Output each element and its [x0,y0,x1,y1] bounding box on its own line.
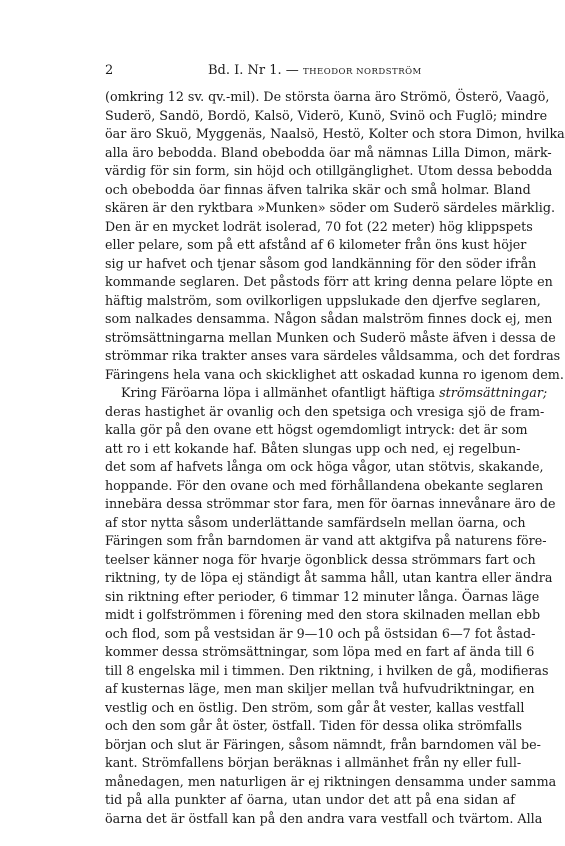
text-line-content: af kusternas läge, men man skiljer mellan två hufvudriktningar, en [105,681,535,696]
text-line-content: Suderö, Sandö, Bordö, Kalsö, Viderö, Kunö, Svinö och Fuglö; mindre [105,107,548,123]
running-head-title [208,60,422,83]
text-line [105,699,525,718]
text-line [105,662,549,681]
text-line [105,606,541,625]
text-line [105,162,553,181]
text-line-content: och flod, som på vestsidan är 9—10 och på östsidan 6—7 fot åstad- [105,625,536,641]
text-line [105,125,565,144]
text-line [105,680,535,699]
text-line-content: häftig malström, som ovilkorligen uppslukade den djerfve seglaren, [105,292,541,308]
volume-issue: Bd. I. Nr 1. — [208,63,303,78]
page-number: 2 [105,63,114,78]
text-line [105,366,564,385]
italic-term: strömsättningar; [439,385,548,400]
text-line-content: öarna det är östfall kan på den andra vara vestfall och tvärtom. Alla [105,810,543,826]
running-head [105,60,515,82]
text-line [105,421,528,440]
text-line-content: strömmar rika trakter anses vara särdeles våldsamma, och det fordras [105,348,561,363]
text-line [105,458,544,477]
body-text [105,88,565,828]
text-line-content: deras hastighet är ovanlig och den spetsiga och vresiga sjö de fram- [105,403,545,419]
text-line [105,773,557,792]
text-line-content: alla äro bebodda. Bland obebodda öar må nämnas Lilla Dimon, märk- [105,144,552,160]
text-line [105,588,540,607]
author-name: THEODOR NORDSTRÖM [302,67,422,77]
text-line-content: skären är den ryktbara »Munken» söder om Suderö särdeles märklig. [105,200,555,215]
text-line [105,643,535,662]
text-line-content: (omkring 12 sv. qv.-mil). De största öarna äro Strömö, Österö, Vaagö, [105,89,550,104]
text-line [105,384,548,403]
text-line-content: öar äro Skuö, Myggenäs, Naalsö, Hestö, Kolter och stora Dimon, hvilka [105,126,565,141]
text-line-content: kommande seglaren. Det påstods förr att kring denna pelare löpte en [105,274,553,289]
text-line [105,551,536,570]
text-line-content: kommer dessa strömsättningar, som löpa med en fart af ända till 6 [105,644,535,659]
text-line [105,255,537,274]
text-line [105,403,545,422]
text-line [105,181,531,200]
text-line [105,495,556,514]
text-line-content: Färingen som från barndomen är vand att aktgifva på naturens före- [105,533,547,548]
text-line-content: sig ur hafvet och tjenar såsom god landkänning för den söder ifrån [105,255,537,271]
text-line-content: eller pelare, som på ett afstånd af 6 kilometer från öns kust höjer [105,237,527,252]
text-line [105,717,522,736]
text-line [105,236,527,255]
text-line [105,218,533,237]
text-line [105,273,553,292]
text-line [105,329,556,348]
text-line [105,310,553,329]
text-line-content: och den som går åt öster, östfall. Tiden för dessa olika strömfalls [105,718,522,733]
text-line-content: att ro i ett kokande haf. Båten slungas upp och ned, ej regelbun- [105,440,521,456]
text-line-content: Den är en mycket lodrät isolerad, 70 fot (22 meter) hög klippspets [105,218,533,234]
text-line [105,810,543,829]
text-line-content: början och slut är Färingen, såsom nämndt, från barndomen väl be- [105,736,541,752]
text-line-content: teelser känner noga för hvarje ögonblick dessa strömmars fart och [105,551,536,567]
text-line-content: midt i golfströmmen i förening med den stora skilnaden mellan ebb [105,607,541,622]
text-line-content: månedagen, men naturligen är ej riktningen densamma under samma [105,773,557,789]
text-line-content: Färingens hela vana och skicklighet att oskadad kunna ro igenom dem. [105,366,564,382]
text-line-content: till 8 engelska mil i timmen. Den riktning, i hvilken de gå, modifieras [105,662,549,678]
text-line-content: sin riktning efter perioder, 6 timmar 12 minuter långa. Öarnas läge [105,588,540,604]
text-line [105,625,536,644]
text-line [105,347,561,366]
text-line [105,477,544,496]
text-line [105,88,550,107]
text-line [105,144,552,163]
text-line [105,736,541,755]
page [105,60,565,828]
text-line-content: värdig för sin form, sin höjd och otillgänglighet. Utom dessa bebodda [105,163,553,178]
text-line-content: det som af hafvets långa om ock höga vågor, utan stötvis, skakande, [105,459,544,474]
text-line-content: riktning, ty de löpa ej ständigt åt samma håll, utan kantra eller ändra [105,570,553,585]
text-line [105,292,541,311]
text-line [105,514,526,533]
text-line [105,754,522,773]
text-line [105,107,548,126]
text-line-content: och obebodda öar finnas äfven talrika skär och små holmar. Bland [105,181,531,197]
text-line-content: tid på alla punkter af öarna, utan undor det att på ena sidan af [105,792,515,807]
text-line [105,569,553,588]
text-line-content: som nalkades densamma. Någon sådan malström finnes dock ej, men [105,311,553,326]
text-line-content: vestlig och en östlig. Den ström, som går åt vester, kallas vestfall [105,699,525,715]
text-line [105,532,547,551]
text-line-content: kant. Strömfallens början beräknas i allmänhet från ny eller full- [105,755,522,770]
text-line-content: af stor nytta såsom underlättande samfärdseln mellan öarna, och [105,514,526,530]
text-line-content: innebära dessa strömmar stor fara, men för öarnas innevånare äro de [105,496,556,511]
text-line-content: hoppande. För den ovane och med förhållandena obekante seglaren [105,477,544,493]
text-line [105,199,555,218]
text-line [105,791,515,810]
text-line-content: Kring Färöarna löpa i allmänhet ofantligt häftiga [121,385,440,400]
text-line [105,440,521,459]
text-line-content: kalla gör på den ovane ett högst ogemdomligt intryck: det är som [105,422,528,437]
text-line-content: strömsättningarna mellan Munken och Suderö måste äfven i dessa de [105,329,556,345]
